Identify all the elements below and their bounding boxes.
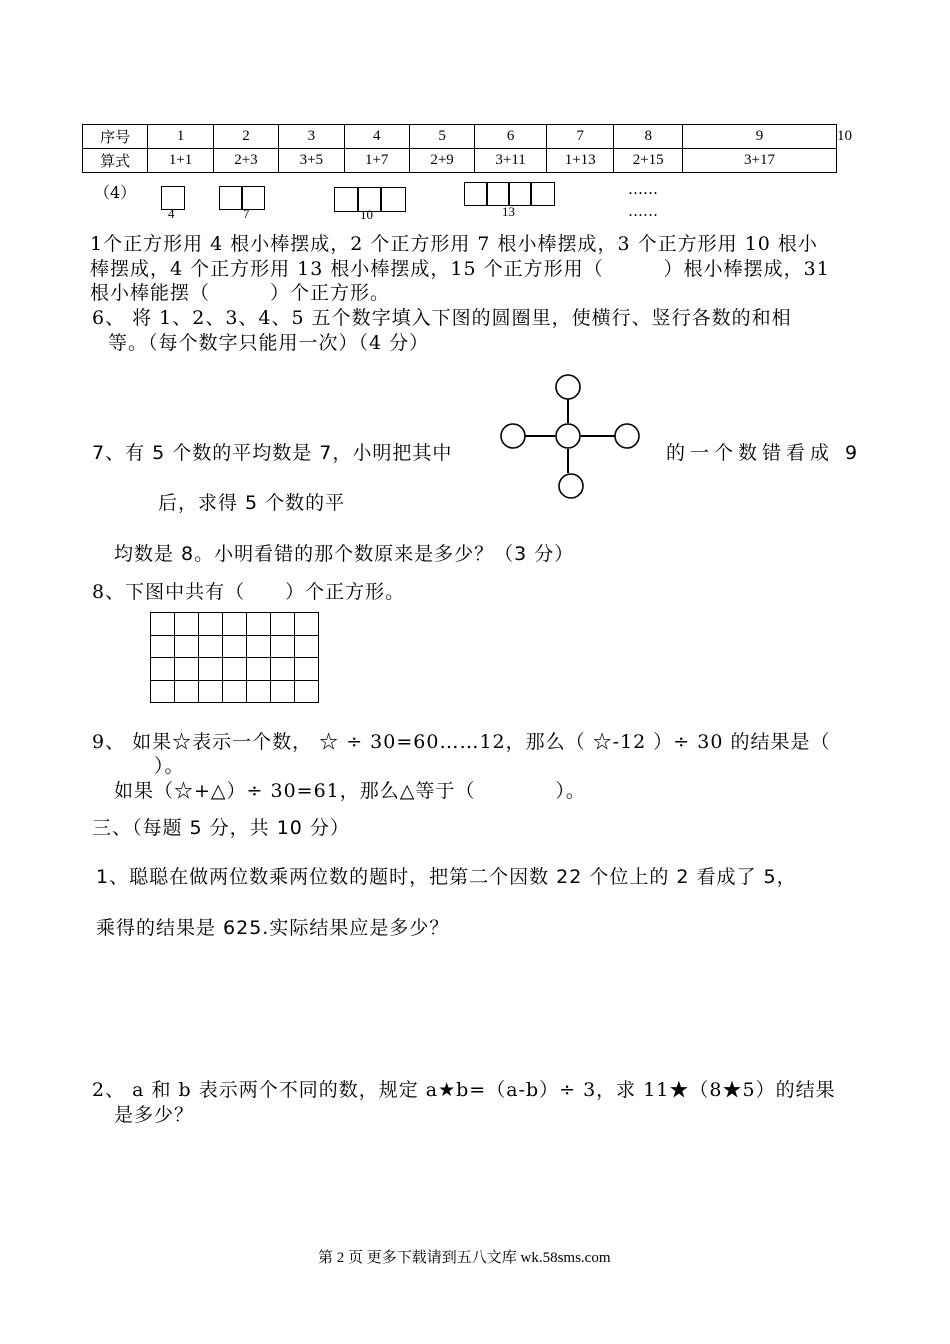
q7-text-part-a: 7、有 5 个数的平均数是 7，小明把其中: [92, 442, 453, 464]
table-cell: 3+5: [279, 149, 344, 173]
table-cell: 3+17: [682, 149, 836, 173]
sequence-table: [82, 124, 852, 173]
table-cell: 1+13: [546, 149, 613, 173]
table-cell: 1+7: [344, 149, 409, 173]
q4-label: （4）: [94, 183, 137, 202]
table-row-header: 算式: [83, 149, 148, 173]
section3-q2-line1: 2、 a 和 b 表示两个不同的数，规定 a★b=（a-b）÷ 3，求 11★（8★5）的结果: [92, 1079, 836, 1101]
q7-text-line3: 均数是 8。小明看错的那个数原来是多少？（3 分）: [114, 543, 575, 565]
table-cell: 8: [614, 125, 683, 149]
ellipsis-top: ……: [628, 180, 658, 198]
square-shape: [380, 187, 406, 212]
ellipsis-bottom: ……: [628, 202, 658, 220]
q4-text-line1: 1个正方形用 4 根小棒摆成，2 个正方形用 7 根小棒摆成，3 个正方形用 10 根小: [90, 233, 818, 255]
table-row: 序号 1 2 3 4 5 6 7 8 9 10: [83, 125, 837, 149]
q7-text-part-b: 的一个数错看成 9: [666, 442, 863, 464]
section3-title: 三、（每题 5 分，共 10 分）: [92, 817, 350, 839]
blank-circle: [556, 424, 580, 448]
table-cell: 1: [148, 125, 213, 149]
square-grid-figure: [150, 612, 319, 703]
table-cell: 2+15: [614, 149, 683, 173]
table-cell: 6: [475, 125, 547, 149]
stick-count-label: 7: [243, 206, 250, 221]
table-cell: 4: [344, 125, 409, 149]
table-cell: 3: [279, 125, 344, 149]
q7-text-line2: 后，求得 5 个数的平: [158, 492, 346, 514]
table-cell: 2+3: [213, 149, 278, 173]
stick-count-label: 10: [360, 207, 373, 222]
square-shape: [530, 182, 555, 206]
q4-text-line2: 棒摆成，4 个正方形用 13 根小棒摆成，15 个正方形用（ ）根小棒摆成，31: [90, 258, 830, 280]
q9-text-line1: 9、 如果☆表示一个数， ☆ ÷ 30=60……12，那么（ ☆-12 ）÷ 30 的结果是（: [92, 731, 831, 753]
q9-text-line3: 如果（☆+△）÷ 30=61，那么△等于（ ）。: [114, 780, 586, 802]
q4-text-line3: 根小棒能摆（ ）个正方形。: [90, 282, 391, 304]
blank-circle: [559, 474, 583, 498]
table-cell: 9: [682, 125, 836, 149]
section3-q2-line2: 是多少？: [114, 1104, 195, 1126]
table-cell: 7: [546, 125, 613, 149]
square-shape: [219, 186, 243, 210]
square-shape: [486, 182, 510, 206]
table-row: [83, 149, 837, 173]
section3-q1-line2: 乘得的结果是 625.实际结果应是多少？: [96, 917, 450, 939]
q6-text-line2: 等。（每个数字只能用一次）（4 分）: [108, 332, 430, 354]
blank-circle: [556, 375, 580, 399]
table-cell: 2+9: [409, 149, 474, 173]
stick-count-label: 4: [168, 206, 175, 221]
table-cell: 1+1: [148, 149, 213, 173]
table-cell: 2: [213, 125, 278, 149]
square-shape: [334, 187, 359, 212]
stick-count-label: 13: [502, 204, 515, 219]
q9-text-line2: ）。: [154, 755, 185, 777]
table-cell: 5: [409, 125, 474, 149]
blank-circle: [501, 424, 525, 448]
square-shape: [508, 182, 532, 206]
q6-text-line1: 6、 将 1、2、3、4、5 五个数字填入下图的圆圈里，使横行、竖行各数的和相: [92, 307, 792, 329]
square-shape: [464, 182, 488, 206]
q8-text: 8、下图中共有（ ）个正方形。: [92, 581, 406, 603]
table-cell: 3+11: [475, 149, 547, 173]
section3-q1-line1: 1、聪聪在做两位数乘两位数的题时，把第二个因数 22 个位上的 2 看成了 5，: [96, 866, 797, 888]
page-footer: 第 2 页 更多下载请到五八文库 wk.58sms.com: [318, 1250, 611, 1266]
blank-circle: [615, 424, 639, 448]
circle-cross-diagram: [495, 370, 645, 502]
table-row-header: 序号: [83, 125, 148, 149]
